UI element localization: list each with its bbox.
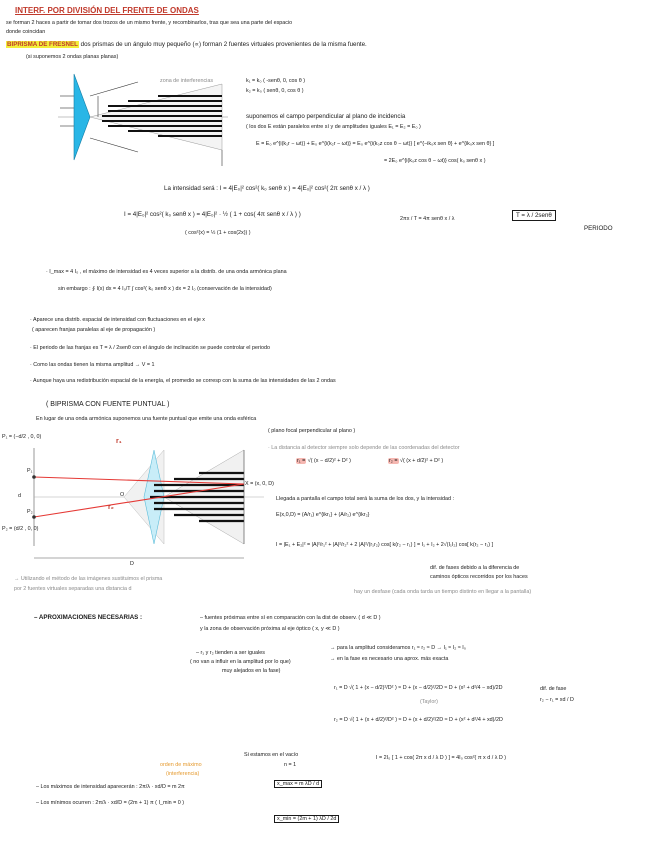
ponemos-line-1: suponemos el campo perpendicular al plano de incidencia	[246, 113, 406, 120]
d-label: d	[18, 493, 21, 499]
bullet-period: · El periodo de las franjas es T = λ / 2senθ con el ángulo de inclinación se puede controlar el periodo	[30, 345, 270, 351]
k2-equation: k₂ = k₀ ( senθ, 0, cos θ )	[246, 88, 304, 94]
origin-label: O	[120, 492, 125, 498]
vacuum-note: Si estamos en el vacío	[244, 752, 299, 758]
period-equation: 2πx / T = 4π senθ x / λ	[400, 216, 455, 222]
taylor-note: (Taylor)	[420, 699, 438, 705]
p1-short-label: P₁	[27, 468, 33, 474]
p2-short-label: P₂	[27, 509, 33, 515]
r2-distance-formula: √( (x + d/2)² + D² )	[400, 458, 444, 464]
field-sum-line-2: = 2E₀ e^{i(k₀z cos θ − ωt)} cos( k₀ senθ x )	[384, 158, 486, 164]
r1-label: r₁	[116, 438, 122, 445]
r2-distance-tag: r₂ =	[389, 458, 398, 464]
final-intensity: I = 2I₀ [ 1 + cos( 2π x d / λ D ) ] = 4I₀ cos²( π x d / λ D )	[376, 755, 507, 761]
order-note-2: (interferencia)	[166, 771, 200, 777]
phase-diff-label: dif. de fase	[540, 686, 567, 692]
r1-distance	[296, 458, 351, 464]
field-sum-line-1: E = E₀ e^{i(k₁r − ωt)} + E₀ e^{i(k₂r − ωt)} = E₀ e^{i(k₀z cos θ − ωt)} [ e^{−ik₀x sen θ} + e^{ik₀x sen θ} ]	[256, 141, 495, 147]
intensity-line-2: I = 4|E₀|² cos²( k₀ senθ x ) = 4|E₀|² · ½ ( 1 + cos( 4π senθ x / λ ) )	[124, 211, 301, 218]
r2-distance	[388, 458, 443, 464]
approx-point-2: y la zona de observación próxima al eje óptico ( x, y ≪ D )	[200, 626, 340, 632]
r1-approximation: r₁ = D √( 1 + (x − d/2)²/D² ) ≈ D + (x − d/2)²/2D ≈ D + (x² + d²/4 − xd)/2D	[334, 685, 503, 691]
fresnel-supposition: (si suponemos 2 ondas planas planas)	[26, 54, 119, 60]
bullet-distribution: · Aparece una distrib. espacial de intensidad con fluctuaciones en el eje x	[30, 317, 206, 323]
k2-vector	[90, 138, 138, 152]
order-note: orden de máximo	[160, 762, 202, 768]
observation-point-label: X = (x, 0, D)	[245, 481, 274, 487]
p2-coordinates: P₂ = (d/2 , 0, 0)	[2, 526, 39, 532]
bullet-distribution-note: ( aparecen franjas paralelas al eje de propagación )	[32, 327, 156, 333]
intro-line-2: donde coincidan	[6, 29, 46, 35]
bullet-imax-integral: sin embargo : ∮ I(x) dx = 4 I₀/T ∫ cos²( k₀ senθ x ) dx = 2 I₀ (conservación de la intensidad)	[58, 286, 272, 292]
approx-heading: – APROXIMACIONES NECESARIAS :	[34, 614, 143, 621]
fresnel-heading: BIPRISMA DE FRESNEL	[7, 41, 78, 48]
interference-zone-label: zona de interferencias	[160, 78, 214, 84]
fringe-pattern	[102, 96, 222, 136]
point-source-heading: ( BIPRISMA CON FUENTE PUNTUAL )	[46, 401, 170, 408]
distance-D-label: D	[130, 561, 134, 567]
bullet-energy: · Aunque haya una redistribución espacial de la energía, el promedio se corresp con la suma de las intensidades de las 2 ondas	[30, 378, 336, 384]
bullet-visibility: · Como las ondas tienen la misma amplitud → V = 1	[30, 362, 155, 368]
bullet-imax: · I_max = 4 I₀ , el máximo de intensidad es 4 veces superior a la distrib. de una onda armónica plana	[46, 269, 287, 275]
intro-line-1: se forman 2 haces a partir de tomar dos trozos de un mismo frente, y recombinarlos, tras que sea una parte del espacio	[6, 20, 293, 26]
mirror-note-1: → Utilizando el método de las imágenes sustituimos el prisma	[14, 576, 163, 582]
maxima-condition: – Los máximos de intensidad aparecerán : 2π/λ · xd/D = m 2π	[36, 784, 185, 790]
depends-note-1: → para la amplitud consideramos r₁ ≈ r₂ ≈ D → I₁ ≈ I₂ ≈ I₀	[330, 645, 467, 651]
p1-coordinates: P₁ = (−d/2 , 0, 0)	[2, 434, 42, 440]
fresnel-heading-line	[6, 41, 367, 48]
vacuum-n: n = 1	[284, 762, 297, 768]
prism-shape	[74, 74, 90, 160]
r2-label: r₂	[108, 504, 114, 511]
plane-note: ( plano focal perpendicular al plano )	[268, 428, 356, 434]
phase-note-3: hay un desfase (cada onda tarda un tiempo distinto en llegar a la pantalla)	[354, 589, 532, 595]
phase-note-1: dif. de fases debido a la diferencia de	[430, 565, 520, 571]
r1-distance-formula: √( (x − d/2)² + D² )	[307, 458, 351, 464]
minima-condition: – Los mínimos ocurren : 2π/λ · xd/D = (2m + 1) π ( I_min = 0 )	[36, 800, 185, 806]
period-box: T = λ / 2senθ	[512, 210, 556, 221]
phase-diff-value: r₂ − r₁ = xd / D	[540, 697, 574, 703]
k1-vector	[90, 82, 138, 96]
cos-identity: ( cos²(x) = ½ (1 + cos(2x)) )	[185, 230, 251, 236]
field-note: Llegada a pantalla el campo total será la suma de los dos, y la intensidad :	[276, 496, 455, 502]
phase-note-2: caminos ópticos recorridos por los haces	[430, 574, 528, 580]
point-source-diagram	[4, 430, 266, 570]
approx-point-1: – fuentes próximas entre sí en comparación con la dist de observ. ( d ≪ D )	[200, 615, 381, 621]
r-note-3: muy alejados en la fase)	[222, 668, 281, 674]
intensity-line-1: La intensidad será : I = 4|E₀|² cos²( k₀ senθ x ) = 4|E₀|² cos²( 2π senθ x / λ )	[164, 185, 370, 192]
mirror-note-2: por 2 fuentes virtuales separadas una distancia d	[14, 586, 132, 592]
maxima-result-box: x_max = m λD / d	[274, 780, 322, 788]
fresnel-heading-rest: dos prismas de un ángulo muy pequeño (∝) forman 2 fuentes virtuales provenientes de la misma fuente.	[80, 41, 367, 48]
r1-distance-tag: r₁ =	[297, 458, 306, 464]
page-title: INTERF. POR DIVISIÓN DEL FRENTE DE ONDAS	[15, 6, 199, 15]
r2-approximation: r₂ = D √( 1 + (x + d/2)²/D² ) ≈ D + (x + d/2)²/2D ≈ D + (x² + d²/4 + xd)/2D	[334, 717, 503, 723]
ponemos-line-2: ( los dos E están paralelos entre sí y de amplitudes iguales E₁ = E₂ = E₀ )	[246, 124, 421, 130]
r-note-2: ( no van a influir en la amplitud por lo que)	[190, 659, 291, 665]
field-equation: E(x,0,D) = (A/r₁) e^{ikr₁} + (A/r₂) e^{ikr₂}	[276, 512, 370, 518]
point-source-intro: En lugar de una onda armónica suponemos una fuente puntual que emite una onda esférica	[36, 416, 257, 422]
k1-equation: k₁ = k₀ ( -senθ, 0, cos θ )	[246, 78, 306, 84]
r-note-1: – r₁ y r₂ tienden a ser iguales	[196, 650, 265, 656]
intensity-equation: I = |E₁ + E₂|² = |A|²/r₁² + |A|²/r₂² + 2 |A|²/(r₁r₂) cos[ k(r₂ − r₁) ] = I₁ + I₂ + 2√(I₁I₂) cos[ k(r₂ − r₁) ]	[276, 542, 494, 548]
period-label: PERIODO	[584, 225, 613, 232]
p2-point	[32, 515, 36, 519]
p1-point	[32, 475, 36, 479]
depends-note-2: → en la fase es necesario una aprox. más exacta	[330, 656, 449, 662]
distance-note: · La distancia al detector siempre solo depende de las coordenadas del detector	[268, 445, 460, 451]
minima-result-box: x_min = (2m + 1) λD / 2d	[274, 815, 339, 823]
